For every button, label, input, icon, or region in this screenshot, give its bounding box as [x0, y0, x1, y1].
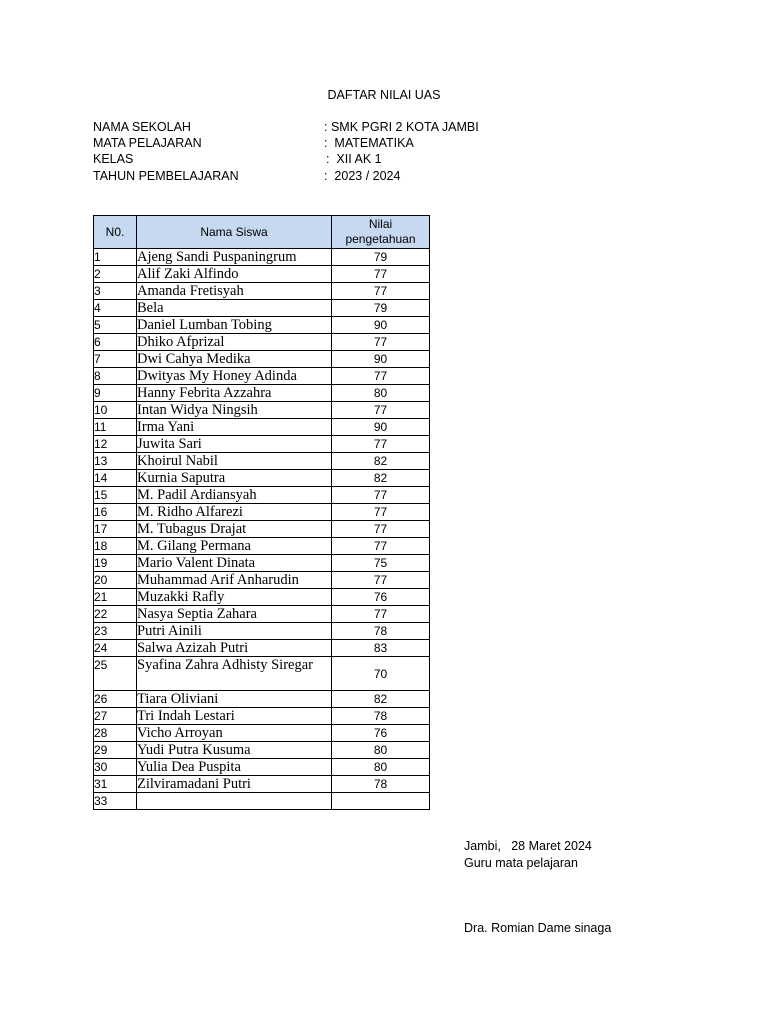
table-row [94, 317, 430, 334]
table-row [94, 402, 430, 419]
signature-place-date: Jambi, 28 Maret 2024 [464, 839, 592, 853]
table-row [94, 521, 430, 538]
signature-role: Guru mata pelajaran [464, 856, 578, 870]
table-row [94, 453, 430, 470]
cell-no: 6 [94, 334, 137, 351]
cell-no: 18 [94, 538, 137, 555]
info-label: TAHUN PEMBELAJARAN [93, 169, 239, 183]
cell-student-name: Hanny Febrita Azzahra [137, 385, 332, 402]
cell-score: 75 [332, 555, 430, 572]
table-row [94, 623, 430, 640]
header-score-line2: pengetahuan [345, 232, 416, 246]
cell-student-name: M. Gilang Permana [137, 538, 332, 555]
cell-student-name: Tri Indah Lestari [137, 708, 332, 725]
cell-student-name: Amanda Fretisyah [137, 283, 332, 300]
header-score [332, 216, 430, 249]
table-row [94, 283, 430, 300]
cell-student-name: Juwita Sari [137, 436, 332, 453]
table-row [94, 266, 430, 283]
cell-score: 78 [332, 623, 430, 640]
cell-no: 21 [94, 589, 137, 606]
cell-score: 77 [332, 334, 430, 351]
table-row [94, 725, 430, 742]
cell-score: 80 [332, 742, 430, 759]
table-body [94, 249, 430, 810]
cell-score: 77 [332, 402, 430, 419]
cell-student-name: Bela [137, 300, 332, 317]
cell-no: 28 [94, 725, 137, 742]
cell-student-name: M. Tubagus Drajat [137, 521, 332, 538]
cell-no: 29 [94, 742, 137, 759]
cell-student-name: Kurnia Saputra [137, 470, 332, 487]
cell-no: 20 [94, 572, 137, 589]
table-row [94, 708, 430, 725]
cell-no: 8 [94, 368, 137, 385]
title-text: DAFTAR NILAI UAS [327, 88, 441, 102]
info-label: KELAS [93, 152, 134, 166]
cell-score: 77 [332, 283, 430, 300]
cell-no: 23 [94, 623, 137, 640]
cell-student-name: Dwi Cahya Medika [137, 351, 332, 368]
cell-student-name: Nasya Septia Zahara [137, 606, 332, 623]
table-row [94, 300, 430, 317]
table-row [94, 555, 430, 572]
table-row [94, 351, 430, 368]
cell-score: 77 [332, 572, 430, 589]
cell-student-name: Dhiko Afprizal [137, 334, 332, 351]
cell-no: 27 [94, 708, 137, 725]
cell-score: 77 [332, 504, 430, 521]
cell-student-name: Irma Yani [137, 419, 332, 436]
cell-no: 9 [94, 385, 137, 402]
cell-student-name: Zilviramadani Putri [137, 776, 332, 793]
info-label: NAMA SEKOLAH [93, 120, 191, 134]
cell-student-name: Vicho Arroyan [137, 725, 332, 742]
table-row [94, 759, 430, 776]
cell-no: 3 [94, 283, 137, 300]
table-row [94, 640, 430, 657]
cell-no: 25 [94, 657, 137, 691]
info-value: : 2023 / 2024 [324, 169, 401, 183]
cell-student-name [137, 793, 332, 810]
cell-score: 82 [332, 453, 430, 470]
cell-student-name: Alif Zaki Alfindo [137, 266, 332, 283]
table-row [94, 657, 430, 691]
cell-no: 4 [94, 300, 137, 317]
cell-student-name: Ajeng Sandi Puspaningrum [137, 249, 332, 266]
cell-no: 15 [94, 487, 137, 504]
cell-student-name: Daniel Lumban Tobing [137, 317, 332, 334]
cell-score: 82 [332, 470, 430, 487]
cell-score: 77 [332, 538, 430, 555]
info-row-year [93, 168, 401, 184]
cell-score: 77 [332, 606, 430, 623]
table-row [94, 249, 430, 266]
info-value: : SMK PGRI 2 KOTA JAMBI [324, 120, 479, 134]
cell-no: 1 [94, 249, 137, 266]
cell-score: 76 [332, 725, 430, 742]
table-row [94, 419, 430, 436]
cell-student-name: Syafina Zahra Adhisty Siregar [137, 657, 332, 691]
cell-no: 13 [94, 453, 137, 470]
table-row [94, 776, 430, 793]
info-row-class [93, 151, 382, 167]
cell-score: 79 [332, 300, 430, 317]
cell-no: 33 [94, 793, 137, 810]
cell-no: 10 [94, 402, 137, 419]
cell-score: 77 [332, 521, 430, 538]
table-row [94, 538, 430, 555]
table-row [94, 385, 430, 402]
table-row [94, 793, 430, 810]
cell-student-name: Salwa Azizah Putri [137, 640, 332, 657]
header-score-line1: Nilai [368, 217, 393, 231]
table-row [94, 368, 430, 385]
cell-student-name: Mario Valent Dinata [137, 555, 332, 572]
cell-score: 78 [332, 776, 430, 793]
table-header-row [94, 216, 430, 249]
table-row [94, 589, 430, 606]
cell-student-name: Muhammad Arif Anharudin [137, 572, 332, 589]
cell-no: 14 [94, 470, 137, 487]
table-row [94, 504, 430, 521]
cell-score: 90 [332, 317, 430, 334]
cell-score: 76 [332, 589, 430, 606]
info-label: MATA PELAJARAN [93, 136, 202, 150]
cell-score: 77 [332, 436, 430, 453]
cell-student-name: Yudi Putra Kusuma [137, 742, 332, 759]
cell-score: 78 [332, 708, 430, 725]
cell-no: 17 [94, 521, 137, 538]
table-row [94, 572, 430, 589]
cell-no: 26 [94, 691, 137, 708]
cell-no: 30 [94, 759, 137, 776]
info-row-school [93, 119, 479, 135]
cell-score: 77 [332, 266, 430, 283]
header-name: Nama Siswa [137, 216, 332, 249]
table-row [94, 470, 430, 487]
cell-student-name: Tiara Oliviani [137, 691, 332, 708]
cell-score: 80 [332, 759, 430, 776]
signature-name: Dra. Romian Dame sinaga [464, 921, 612, 935]
cell-no: 22 [94, 606, 137, 623]
table-row [94, 436, 430, 453]
cell-score: 90 [332, 351, 430, 368]
cell-score: 70 [332, 657, 430, 691]
cell-no: 16 [94, 504, 137, 521]
cell-student-name: Putri Ainili [137, 623, 332, 640]
cell-no: 12 [94, 436, 137, 453]
cell-student-name: Khoirul Nabil [137, 453, 332, 470]
cell-score: 79 [332, 249, 430, 266]
cell-no: 2 [94, 266, 137, 283]
cell-student-name: M. Padil Ardiansyah [137, 487, 332, 504]
cell-no: 7 [94, 351, 137, 368]
cell-no: 24 [94, 640, 137, 657]
header-no: N0. [94, 216, 137, 249]
table-row [94, 487, 430, 504]
cell-student-name: Dwityas My Honey Adinda [137, 368, 332, 385]
cell-score: 77 [332, 368, 430, 385]
cell-score: 90 [332, 419, 430, 436]
table-row [94, 334, 430, 351]
cell-score: 80 [332, 385, 430, 402]
cell-no: 31 [94, 776, 137, 793]
cell-no: 5 [94, 317, 137, 334]
cell-no: 11 [94, 419, 137, 436]
document-title [0, 88, 768, 102]
info-value: : MATEMATIKA [324, 136, 414, 150]
table-row [94, 691, 430, 708]
cell-student-name: M. Ridho Alfarezi [137, 504, 332, 521]
cell-score: 83 [332, 640, 430, 657]
cell-no: 19 [94, 555, 137, 572]
info-row-subject [93, 135, 414, 151]
info-value: : XII AK 1 [326, 152, 382, 166]
cell-score [332, 793, 430, 810]
table-row [94, 606, 430, 623]
cell-student-name: Intan Widya Ningsih [137, 402, 332, 419]
cell-score: 77 [332, 487, 430, 504]
grades-table [93, 215, 430, 810]
table-row [94, 742, 430, 759]
cell-student-name: Yulia Dea Puspita [137, 759, 332, 776]
cell-student-name: Muzakki Rafly [137, 589, 332, 606]
cell-score: 82 [332, 691, 430, 708]
